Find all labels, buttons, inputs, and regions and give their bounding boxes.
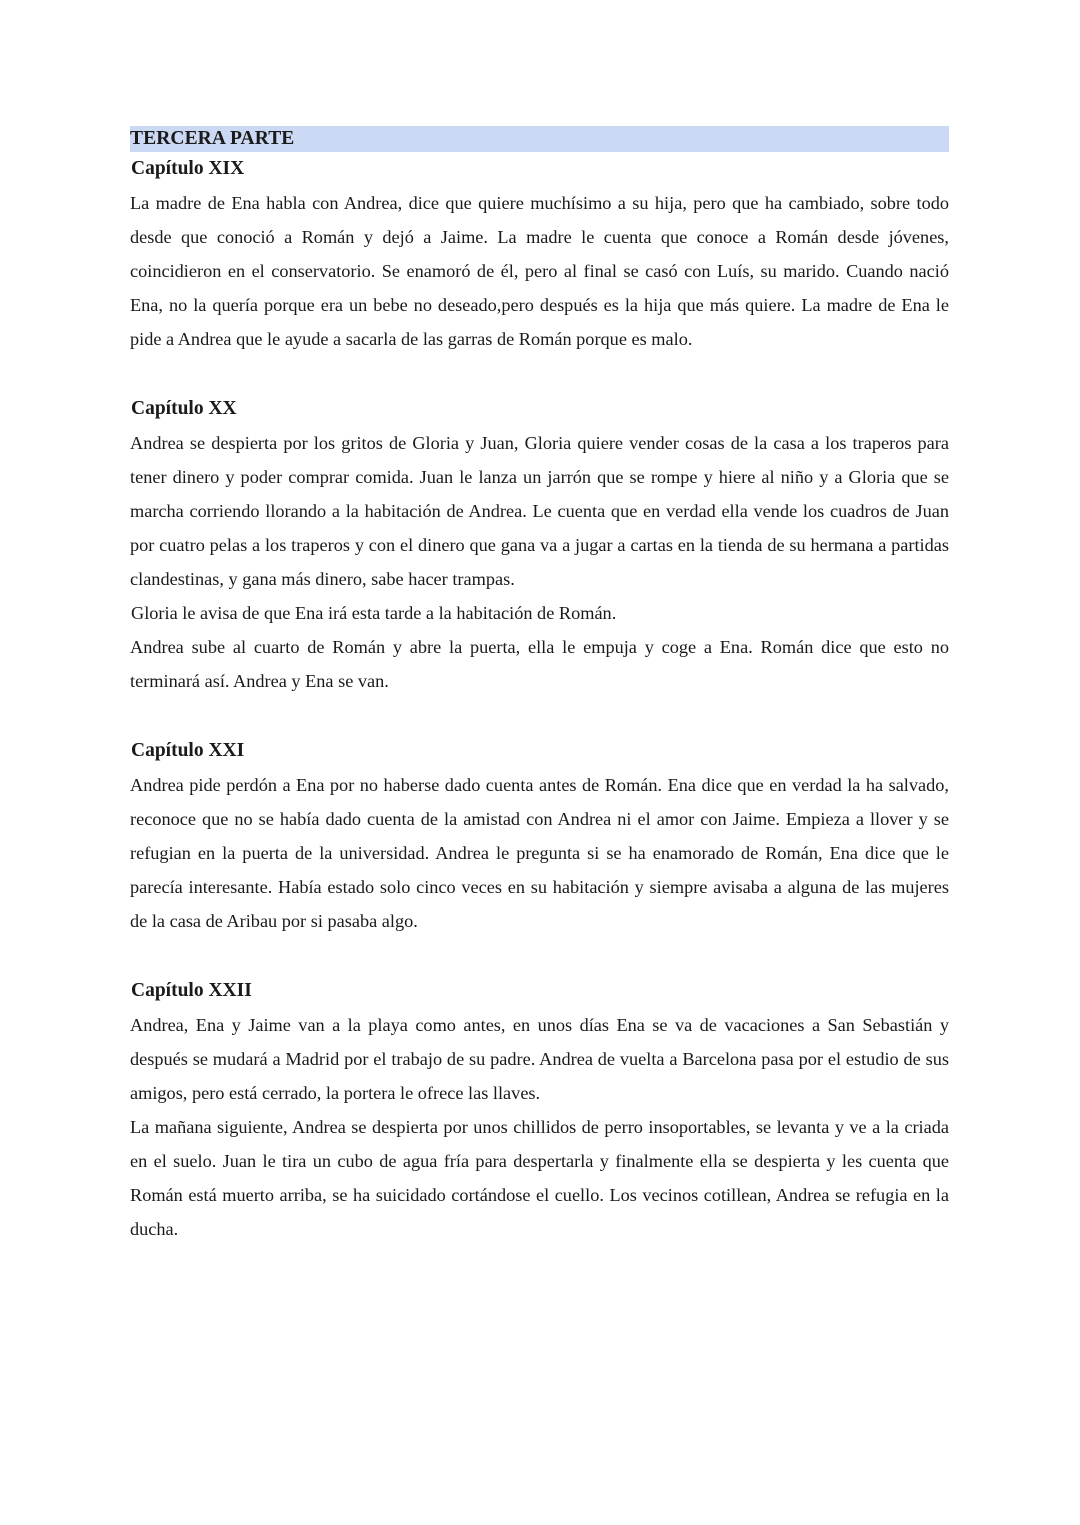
chapter-title: Capítulo XX (131, 398, 237, 419)
part-title: TERCERA PARTE (130, 126, 949, 152)
chapter-xix (130, 152, 949, 356)
chapter-paragraph: Andrea se despierta por los gritos de Gloria y Juan, Gloria quiere vender cosas de la casa a los traperos para tener dinero y poder comprar comida. Juan le lanza un jarrón que se rompe y hiere al niño y a Gloria que se marcha corriendo llorando a la habitación de Andrea. Le cuenta que en verdad ella vende los cuadros de Juan por cuatro pelas a los traperos y con el dinero que gana va a jugar a cartas en la tienda de su hermana a partidas clandestinas, y gana más dinero, sabe hacer trampas. (130, 433, 949, 589)
chapter-paragraph: Gloria le avisa de que Ena irá esta tarde a la habitación de Román. (131, 603, 617, 623)
section-spacer (130, 698, 949, 734)
chapter-xx (130, 392, 949, 698)
section-spacer (130, 938, 949, 974)
chapter-title: Capítulo XIX (131, 158, 245, 179)
chapter-paragraph: Andrea sube al cuarto de Román y abre la puerta, ella le empuja y coge a Ena. Román dice que esto no terminará así. Andrea y Ena se van. (130, 637, 949, 691)
chapter-xxi (130, 734, 949, 938)
chapter-title: Capítulo XXI (131, 740, 245, 761)
chapter-paragraph: La madre de Ena habla con Andrea, dice que quiere muchísimo a su hija, pero que ha cambiado, sobre todo desde que conoció a Román y dejó a Jaime. La madre le cuenta que conoce a Román desde jóvenes, coincidieron en el conservatorio. Se enamoró de él, pero al final se casó con Luís, su marido. Cuando nació Ena, no la quería porque era un bebe no deseado,pero después es la hija que más quiere. La madre de Ena le pide a Andrea que le ayude a sacarla de las garras de Román porque es malo. (130, 193, 949, 349)
chapter-xxii (130, 974, 949, 1246)
chapter-paragraph: Andrea pide perdón a Ena por no haberse dado cuenta antes de Román. Ena dice que en verdad la ha salvado, reconoce que no se había dado cuenta de la amistad con Andrea ni el amor con Jaime. Empieza a llover y se refugian en la puerta de la universidad. Andrea le pregunta si se ha enamorado de Román, Ena dice que le parecía interesante. Había estado solo cinco veces en su habitación y siempre avisaba a alguna de las mujeres de la casa de Aribau por si pasaba algo. (130, 775, 949, 931)
document-page (130, 126, 949, 1246)
chapter-title: Capítulo XXII (131, 980, 252, 1001)
chapter-paragraph: La mañana siguiente, Andrea se despierta por unos chillidos de perro insoportables, se levanta y ve a la criada en el suelo. Juan le tira un cubo de agua fría para despertarla y finalmente ella se despierta y les cuenta que Román está muerto arriba, se ha suicidado cortándose el cuello. Los vecinos cotillean, Andrea se refugia en la ducha. (130, 1117, 949, 1239)
chapter-paragraph: Andrea, Ena y Jaime van a la playa como antes, en unos días Ena se va de vacaciones a San Sebastián y después se mudará a Madrid por el trabajo de su padre. Andrea de vuelta a Barcelona pasa por el estudio de sus amigos, pero está cerrado, la portera le ofrece las llaves. (130, 1015, 949, 1103)
section-spacer (130, 356, 949, 392)
